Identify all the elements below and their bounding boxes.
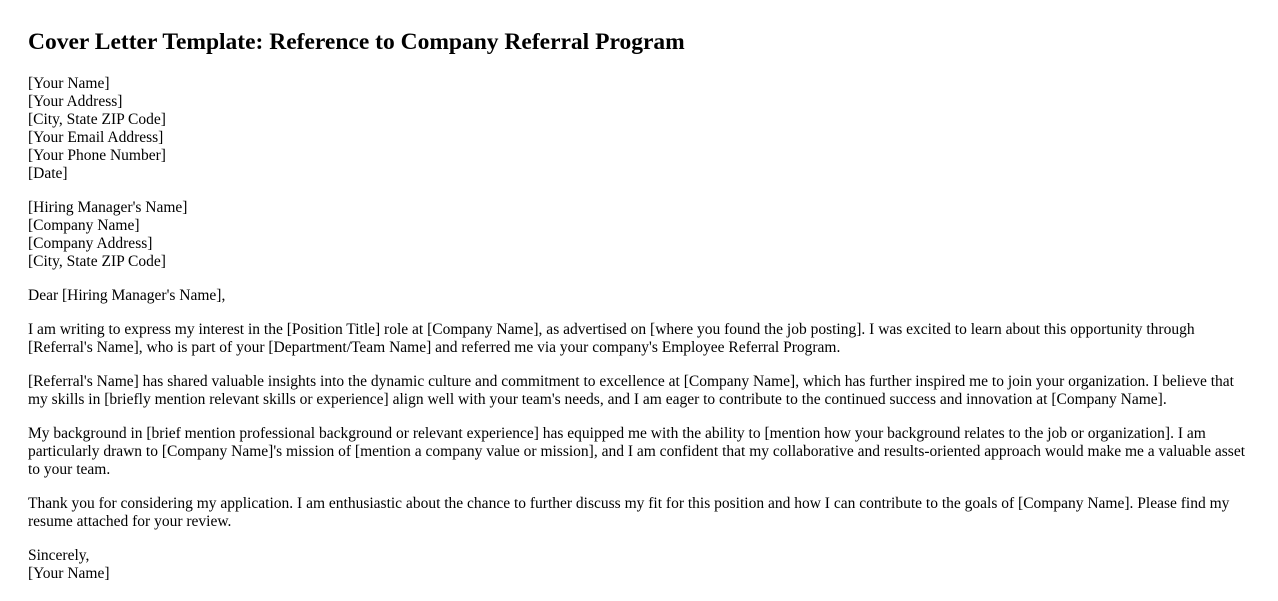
signature-name: [Your Name]	[28, 565, 110, 582]
sender-phone: [Your Phone Number]	[28, 147, 166, 164]
page-title: Cover Letter Template: Reference to Company Referral Program	[28, 29, 685, 55]
closing-block	[28, 547, 1252, 583]
sender-name: [Your Name]	[28, 75, 110, 92]
body-paragraph-1: I am writing to express my interest in the [Position Title] role at [Company Name], as advertised on [where you found the job posting]. I was excited to learn about this opportunity through [Referral's Name], who is part of your [Department/Team Name] and referred me via your company's Employee Referral Program.	[28, 321, 1195, 356]
recipient-address-block	[28, 199, 1252, 271]
recipient-manager-name: [Hiring Manager's Name]	[28, 199, 188, 216]
letter-body	[28, 75, 1252, 599]
sender-email: [Your Email Address]	[28, 129, 164, 146]
sender-address-block	[28, 75, 1252, 183]
recipient-company-address: [Company Address]	[28, 235, 153, 252]
sender-address: [Your Address]	[28, 93, 123, 110]
letter-date: [Date]	[28, 165, 68, 182]
salutation: Dear [Hiring Manager's Name],	[28, 287, 226, 304]
recipient-city-state-zip: [City, State ZIP Code]	[28, 253, 166, 270]
body-paragraph-4: Thank you for considering my application. I am enthusiastic about the chance to further discuss my fit for this position and how I can contribute to the goals of [Company Name]. Please find my resume attached for your review.	[28, 495, 1230, 530]
valediction: Sincerely,	[28, 547, 90, 564]
recipient-company-name: [Company Name]	[28, 217, 140, 234]
body-paragraph-2: [Referral's Name] has shared valuable insights into the dynamic culture and commitment to excellence at [Company Name], which has further inspired me to join your organization. I believe that my skills in [briefly mention relevant skills or experience] align well with your team's needs, and I am eager to contribute to the continued success and innovation at [Company Name].	[28, 373, 1234, 408]
sender-city-state-zip: [City, State ZIP Code]	[28, 111, 166, 128]
body-paragraph-3: My background in [brief mention professional background or relevant experience] has equipped me with the ability to [mention how your background relates to the job or organization]. I am particularly drawn to [Company Name]'s mission of [mention a company value or mission], and I am confident that my collaborative and results-oriented approach would make me a valuable asset to your team.	[28, 425, 1246, 478]
